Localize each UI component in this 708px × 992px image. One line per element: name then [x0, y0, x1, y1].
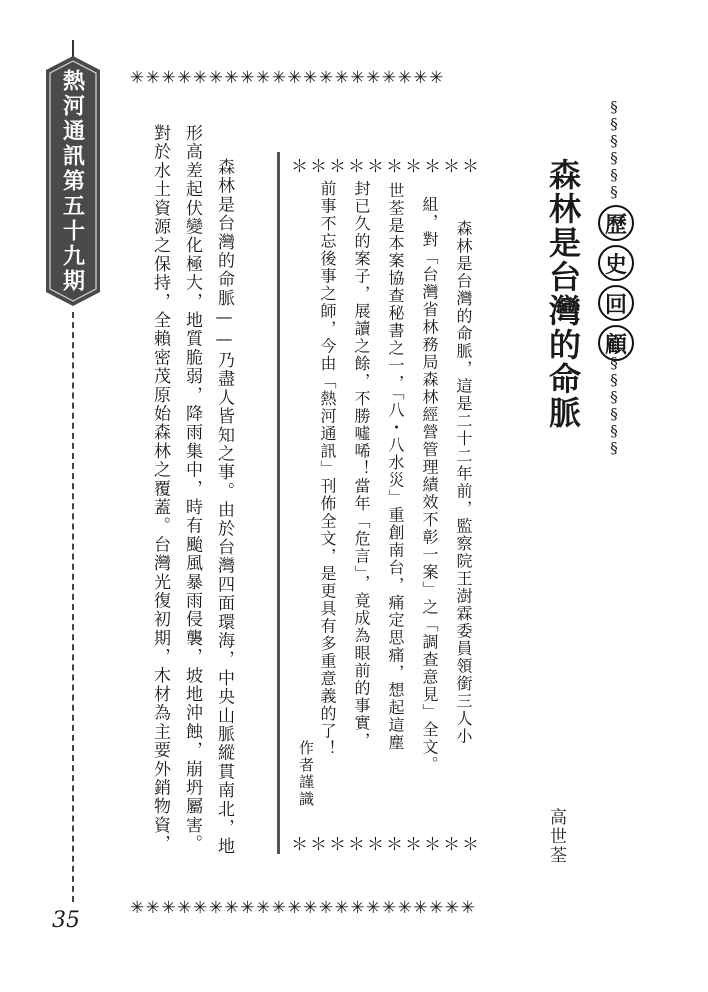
preface-line-1: 森林是台灣的命脈，這是二十二年前，監察院王澍霖委員領銜三人小 [454, 220, 473, 745]
top-star-border: ✳✳✳✳✳✳✳✳✳✳✳✳✳✳✳✳✳✳✳✳ [130, 68, 445, 88]
preface-line-2: 組，對「台灣省林務局森林經營管理績效不彰一案」之「調查意見」全文。 [420, 196, 439, 774]
article-author: 高世荃 [546, 808, 566, 865]
body-line-3: 對於水土資源之保持，全賴密茂原始森林之覆蓋。台灣光復初期，木材為主要外銷物資， [150, 124, 170, 854]
body-line-2: 形高差起伏變化極大，地質脆弱，降雨集中，時有颱風暴雨侵襲，坡地沖蝕，崩坍屬害。 [182, 124, 202, 854]
preface-top-stars: ＊＊＊＊＊＊＊＊＊＊ [291, 157, 481, 177]
section-char-1: 歷 [598, 205, 634, 241]
preface-line-3: 世荃是本案協查秘書之一，「八・八水災」重創南台，痛定思痛，想起這塵 [386, 182, 405, 752]
section-char-2: 史 [598, 245, 634, 281]
bottom-star-border: ✳✳✳✳✳✳✳✳✳✳✳✳✳✳✳✳✳✳✳✳✳✳ [130, 898, 477, 918]
preface-line-5: 前事不忘後事之師，今由「熱河通訊」刊佈全文，是更具有多重意義的了！ [318, 180, 337, 758]
preface-bottom-stars: ＊＊＊＊＊＊＊＊＊＊ [291, 835, 481, 855]
article-title: 森林是台灣的命脈 [544, 158, 582, 430]
preface-line-4: 封已久的案子，展讀之餘，不勝噓唏！當年「危言」，竟成為眼前的事實， [352, 180, 371, 750]
section-marks-bottom: §§§§§§ [605, 354, 623, 456]
section-marks-top: §§§§§§ [605, 98, 623, 200]
side-banner-title: 熱河通訊第五十九期 [59, 68, 86, 294]
preface-box-rule [277, 152, 280, 854]
margin-dashed-line [72, 312, 74, 902]
section-char-3: 回 [598, 285, 634, 321]
section-char-4: 顧 [598, 325, 634, 361]
body-line-1: 森林是台灣的命脈——乃盡人皆知之事。由於台灣四面環海，中央山脈縱貫南北，地 [214, 158, 234, 856]
page-number: 35 [52, 908, 80, 933]
preface-signature: 作者謹識 [297, 740, 315, 808]
